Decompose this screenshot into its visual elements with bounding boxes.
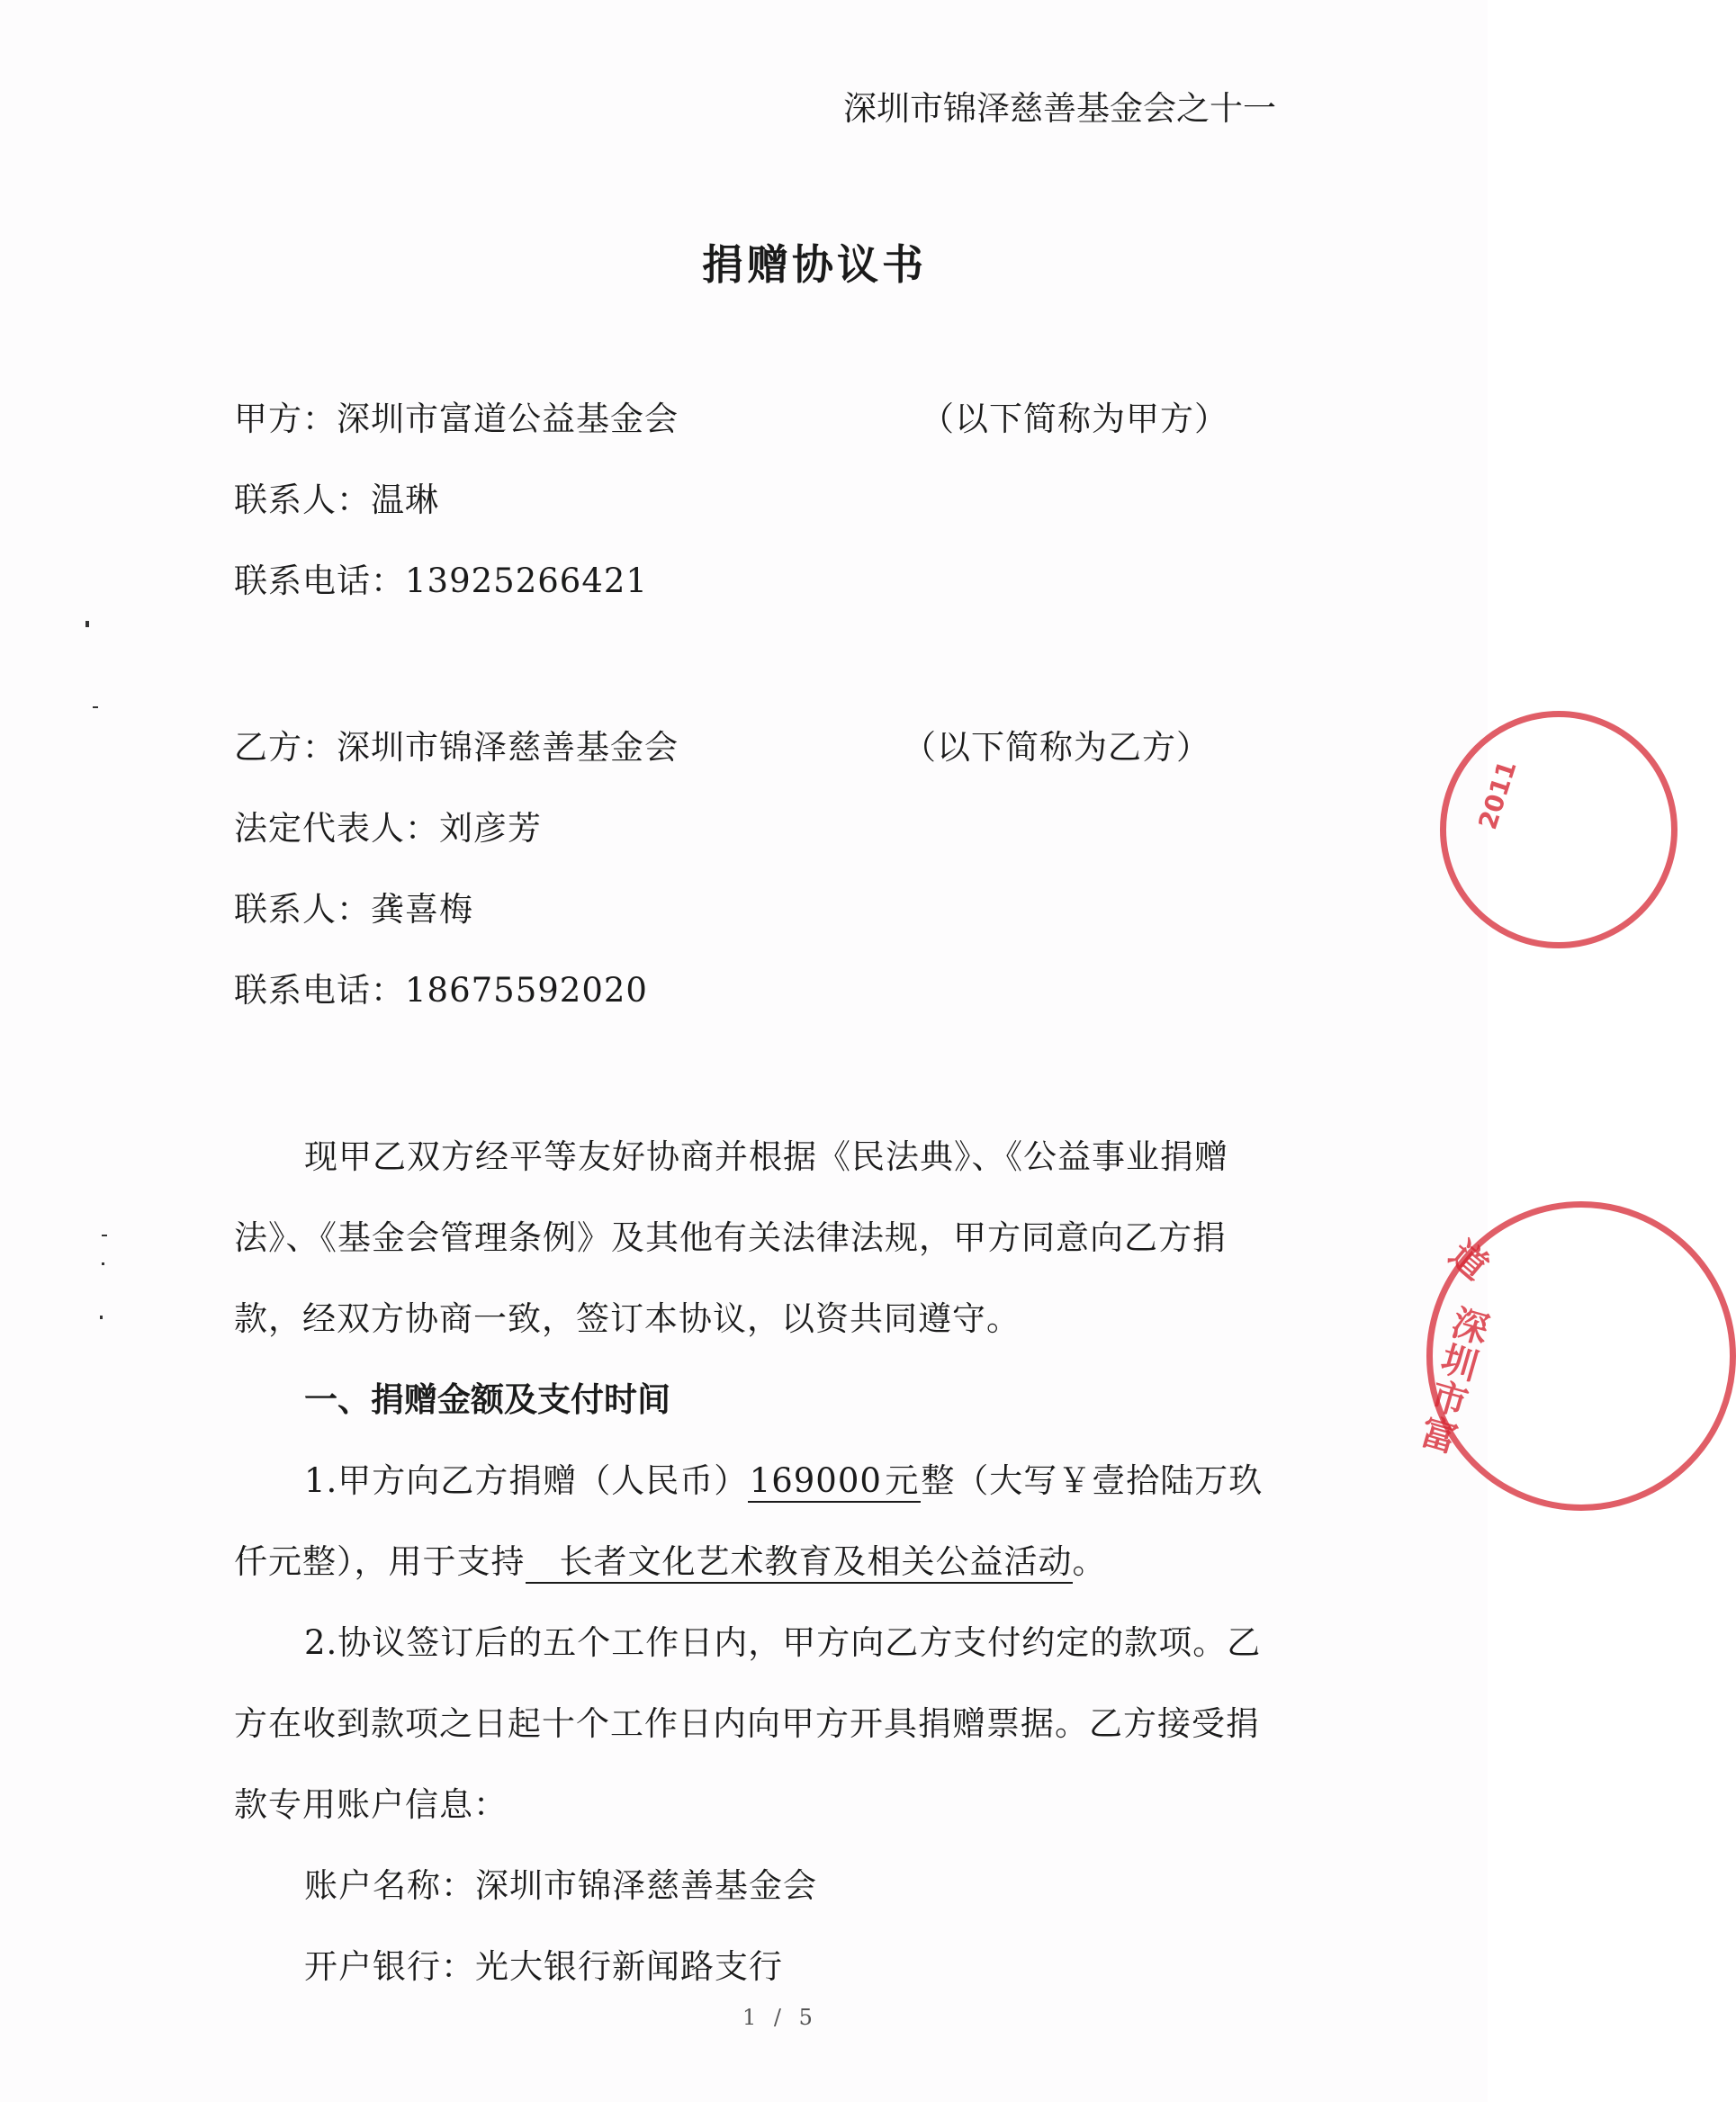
clause-1-prefix: 1.甲方向乙方捐赠（人民币） (304, 1461, 749, 1500)
scan-speck (102, 1235, 107, 1236)
partial-seal-lower (1416, 1201, 1736, 1511)
preamble-line-1: 现甲乙双方经平等友好协商并根据《民法典》、《公益事业捐赠 (304, 1137, 1228, 1176)
party-a-name: 甲方：深圳市富道公益基金会 (234, 400, 679, 438)
seal-lower-fragment-2: 道 (1441, 1233, 1496, 1289)
seal-upper-fragment: 2011 (1472, 757, 1523, 833)
party-b-alias: （以下简称为乙方） (903, 728, 1210, 767)
party-b-contact: 联系人：龚喜梅 (234, 890, 473, 929)
page-number: 1 / 5 (742, 2005, 818, 2030)
clause-2-line-2: 方在收到款项之日起十个工作日内向甲方开具捐赠票据。乙方接受捐 (234, 1704, 1260, 1743)
donation-purpose-field: 长者文化艺术教育及相关公益活动 (526, 1543, 1073, 1584)
donation-amount-unit: 元 (883, 1462, 921, 1503)
clause-1-line-2-prefix: 仟元整），用于支持 (234, 1542, 526, 1581)
clause-2-line-3: 款专用账户信息： (234, 1785, 508, 1824)
scan-speck (100, 1316, 103, 1319)
document-series-header: 深圳市锦泽慈善基金会之十一 (843, 89, 1276, 128)
donation-amount-field: 169000 (748, 1462, 883, 1503)
seal-lower-fragment-1: 深圳市富 (1416, 1302, 1494, 1461)
partial-seal-upper (1440, 711, 1678, 948)
preamble-line-3: 款，经双方协商一致，签订本协议，以资共同遵守。 (234, 1299, 1021, 1338)
clause-1-line-2 (234, 1534, 1107, 1584)
section-1-heading: 一、捐赠金额及支付时间 (304, 1380, 670, 1419)
party-b-legal-rep: 法定代表人：刘彦芳 (234, 809, 542, 848)
party-b-phone: 联系电话：18675592020 (234, 971, 648, 1010)
preamble-line-2: 法》、《基金会管理条例》及其他有关法律法规，甲方同意向乙方捐 (234, 1218, 1227, 1257)
party-a-contact: 联系人：温琳 (234, 481, 439, 519)
party-a-alias: （以下简称为甲方） (921, 400, 1228, 438)
clause-2-line-1: 2.协议签订后的五个工作日内，甲方向乙方支付约定的款项。乙 (304, 1623, 1262, 1662)
clause-1-line-1 (304, 1453, 1263, 1503)
clause-1-line-2-end: 。 (1072, 1542, 1107, 1581)
bank-name: 开户银行：光大银行新闻路支行 (304, 1947, 783, 1986)
document-title: 捐赠协议书 (702, 240, 927, 289)
scan-speck (102, 1262, 104, 1265)
account-name: 账户名称：深圳市锦泽慈善基金会 (304, 1866, 817, 1905)
scan-speck (85, 621, 89, 627)
clause-1-amount-words: 整（大写￥壹拾陆万玖 (921, 1461, 1264, 1500)
party-a-phone: 联系电话：13925266421 (234, 561, 648, 600)
party-b-name: 乙方：深圳市锦泽慈善基金会 (234, 728, 679, 767)
scan-speck (93, 706, 98, 708)
